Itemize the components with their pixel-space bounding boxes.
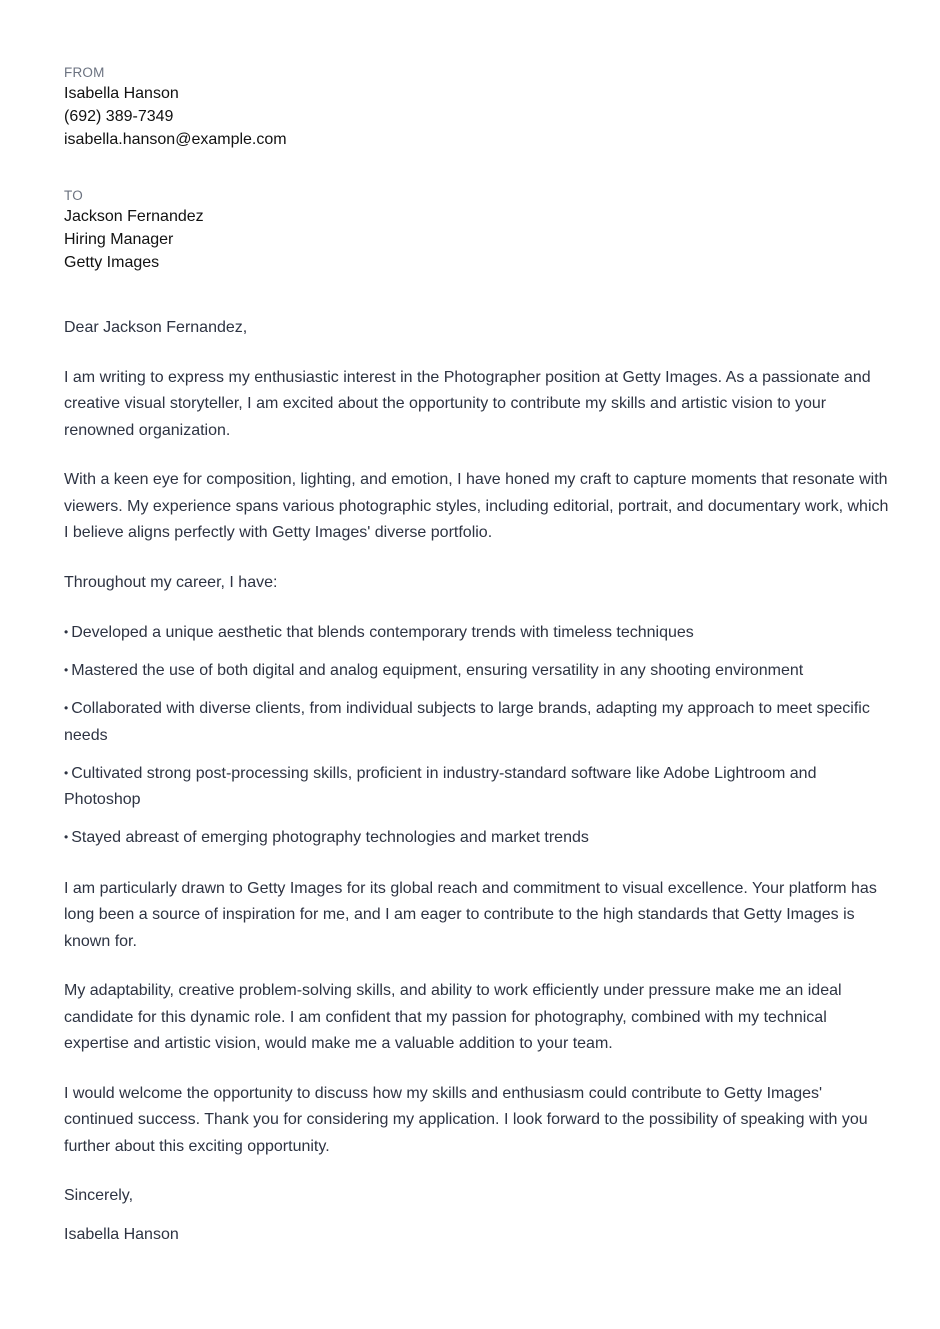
list-item-text: Developed a unique aesthetic that blends contemporary trends with timeless techniques xyxy=(71,624,694,641)
sender-email: isabella.hanson@example.com xyxy=(64,131,287,148)
list-item xyxy=(64,825,894,852)
achievement-list xyxy=(64,620,894,852)
bullet-icon: • xyxy=(64,701,69,715)
paragraph-intro: I am writing to express my enthusiastic interest in the Photographer position at Getty Images. As a passionate and creative visual storyteller, I am excited about the opportunity to contribute my skills and artistic vision to your renowned organization. xyxy=(64,368,871,439)
closing-phrase: Sincerely, xyxy=(64,1187,134,1204)
list-item xyxy=(64,658,894,685)
recipient-company: Getty Images xyxy=(64,254,160,271)
signature-name: Isabella Hanson xyxy=(64,1225,179,1243)
list-item-text: Stayed abreast of emerging photography technologies and market trends xyxy=(71,829,589,846)
list-item xyxy=(64,696,894,749)
sender-name: Isabella Hanson xyxy=(64,85,179,102)
recipient-title: Hiring Manager xyxy=(64,231,174,248)
bullet-icon: • xyxy=(64,765,69,780)
list-item-text: Mastered the use of both digital and analog equipment, ensuring versatility in any shooting environment xyxy=(71,662,804,679)
list-item xyxy=(64,761,894,814)
list-item xyxy=(64,620,894,647)
paragraph-closing: I would welcome the opportunity to discuss how my skills and enthusiasm could contribute to Getty Images' continued success. Thank you for considering my application. I look forward to the possibility of speaking with you further about this exciting opportunity. xyxy=(64,1084,868,1155)
recipient-block xyxy=(64,187,894,274)
from-label: FROM xyxy=(64,65,105,80)
bullet-icon: • xyxy=(64,625,69,639)
paragraph-motivation: I am particularly drawn to Getty Images for its global reach and commitment to visual excellence. Your platform has long been a source of inspiration for me, and I am eager to contribute to the high standards that Getty Images is known for. xyxy=(64,879,877,950)
sender-block xyxy=(64,64,894,151)
list-item-text: Collaborated with diverse clients, from individual subjects to large brands, adapting my approach to meet specific needs xyxy=(64,700,870,744)
bullet-icon: • xyxy=(64,663,69,677)
cover-letter xyxy=(64,64,894,1248)
to-label: TO xyxy=(64,188,83,203)
list-item-text: Cultivated strong post-processing skills, proficient in industry-standard software like Adobe Lightroom and Photoshop xyxy=(64,764,817,808)
list-intro: Throughout my career, I have: xyxy=(64,573,278,591)
bullet-icon: • xyxy=(64,830,69,844)
salutation: Dear Jackson Fernandez, xyxy=(64,319,248,336)
paragraph-qualities: My adaptability, creative problem-solving skills, and ability to work efficiently under pressure make me an ideal candidate for this dynamic role. I am confident that my passion for photography, combined with my technical expertise and artistic vision, would make me a valuable addition to your team. xyxy=(64,982,842,1052)
recipient-name: Jackson Fernandez xyxy=(64,208,204,225)
paragraph-experience: With a keen eye for composition, lighting, and emotion, I have honed my craft to capture moments that resonate with viewers. My experience spans various photographic styles, including editorial, portrait, and documentary work, which I believe aligns perfectly with Getty Images' diverse portfolio. xyxy=(64,471,889,541)
sender-phone: (692) 389-7349 xyxy=(64,108,174,125)
